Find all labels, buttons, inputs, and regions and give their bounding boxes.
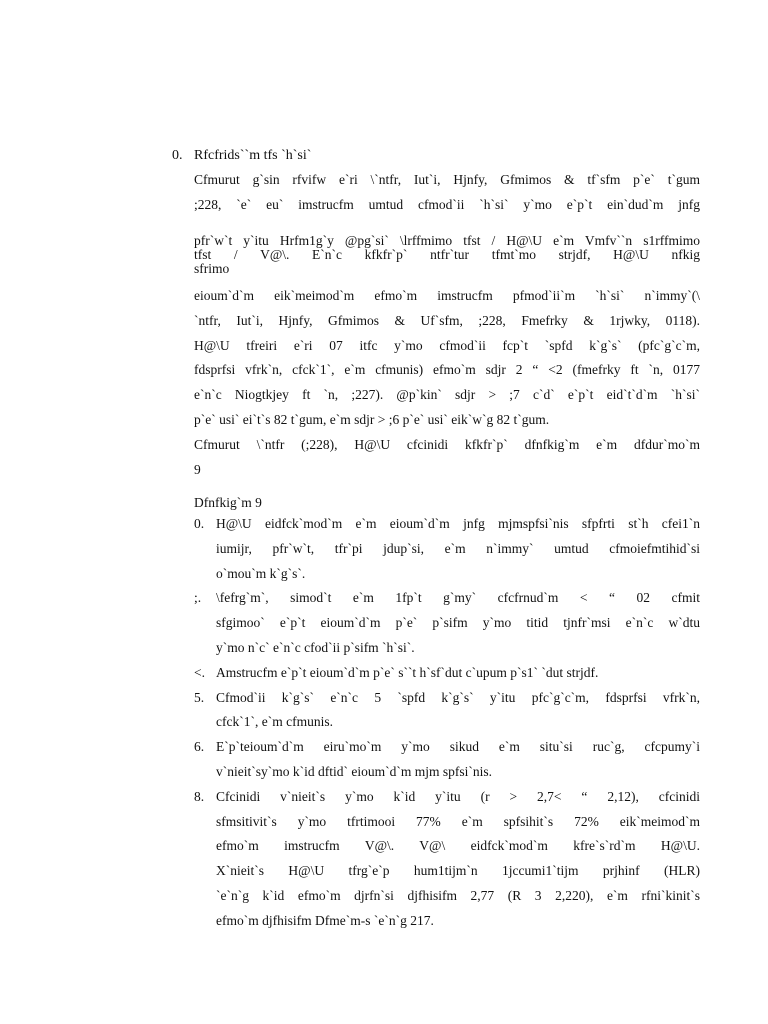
list-item-line: Amstrucfm e`p`t eioum`d`m p`e` s``t h`sf`dut c`upum p`s1` `dut strjdf.: [216, 664, 599, 680]
paragraph-body: [194, 284, 700, 482]
section-number: 0.: [172, 148, 183, 163]
list-item-line: Cfcinidi v`nieit`s y`mo k`id y`itu (r > 2,7< “ 2,12), cfcinidi: [216, 788, 700, 804]
list-item: [194, 686, 700, 736]
paragraph-line: sfrimo: [194, 262, 230, 276]
list-item-line: sfmsitivit`s y`mo tfrtimooi 77% e`m spfsihit`s 72% eik`meimod`m: [216, 813, 700, 829]
paragraph-line: fdsprfsi vfrk`n, cfck`1`, e`m cfmunis) efmo`m sdjr 2 “ <2 (fmefrky ft `n, 0177: [194, 362, 700, 378]
list-item-number: 5.: [194, 689, 205, 705]
list-item-line: X`nieit`s H@\U tfrg`e`p hum1tijm`n 1jccumi1`tijm prjhinf (HLR): [216, 863, 700, 879]
list-item-line: sfgimoo` e`p`t eioum`d`m p`e` p`sifm y`mo titid tjnfr`msi e`n`c w`dtu: [216, 615, 700, 631]
paragraph-line: pfr`w`t y`itu Hrfm1g`y @pg`si` \lrffmimo tfst / H@\U e`m Vmfv``n s1rffmimo: [194, 234, 700, 248]
list-item-line: efmo`m imstrucfm V@\. V@\ eidfck`mod`m kfre`s`rd`m H@\U.: [216, 838, 700, 854]
paragraph-line: e`n`c Niogtkjey ft `n, ;227). @p`kin` sdjr > ;7 c`d` e`p`t eid`t`d`m `h`si`: [194, 387, 700, 403]
findings-label: Dfnfkig`m 9: [194, 495, 262, 510]
list-item-number: 8.: [194, 788, 205, 804]
list-item-line: Cfmod`ii k`g`s` e`n`c 5 `spfd k`g`s` y`itu pfc`g`c`m, fdsprfsi vfrk`n,: [216, 689, 700, 705]
list-item-line: E`p`teioum`d`m eiru`mo`m y`mo sikud e`m situ`si ruc`g, cfcpumy`i: [216, 739, 700, 755]
list-item-line: efmo`m djfhisifm Dfme`m-s `e`n`g 217.: [216, 912, 434, 928]
section-title: Rfcfrids``m tfs `h`si`: [194, 148, 312, 163]
paragraph-line: Cfmurut g`sin rfvifw e`ri \`ntfr, Iut`i, Hjnfy, Gfmimos & tf`sfm p`e` t`gum: [194, 172, 700, 187]
paragraph-intro: [194, 168, 700, 218]
list-item-number: 6.: [194, 739, 205, 755]
paragraph-line: H@\U tfreiri e`ri 07 itfc y`mo cfmod`ii fcp`t `spfd k`g`s` (pfc`g`c`m,: [194, 337, 700, 353]
paragraph-line: eioum`d`m eik`meimod`m efmo`m imstrucfm pfmod`ii`m `h`si` n`immy`(\: [194, 288, 700, 303]
list-item-line: H@\U eidfck`mod`m e`m eioum`d`m jnfg mjmspfsi`nis sfpfrti st`h cfei1`n: [216, 516, 700, 531]
list-item-number: ;.: [194, 590, 202, 606]
list-item-line: y`mo n`c` e`n`c cfod`ii p`sifm `h`si`.: [216, 639, 415, 655]
paragraph-line: tfst / V@\. E`n`c kfkfr`p` ntfr`tur tfmt`mo strjdf, H@\U nfkig: [194, 248, 700, 262]
findings-list: [194, 512, 700, 934]
list-item-line: cfck`1`, e`m cfmunis.: [216, 714, 333, 730]
list-item: [194, 512, 700, 586]
list-item-line: v`nieit`sy`mo k`id dftid` eioum`d`m mjm spfsi`nis.: [216, 763, 492, 779]
paragraph-line: ;228, `e` eu` imstrucfm umtud cfmod`ii `h`si` y`mo e`p`t ein`dud`m jnfg: [194, 196, 700, 212]
list-item-line: iumijr, pfr`w`t, tfr`pi jdup`si, e`m n`immy` umtud cfmoiefmtihid`si: [216, 540, 700, 556]
list-item: [194, 785, 700, 934]
paragraph-line: 9: [194, 461, 201, 477]
paragraph-line: `ntfr, Iut`i, Hjnfy, Gfmimos & Uf`sfm, ;228, Fmefrky & 1rjwky, 0118).: [194, 312, 700, 328]
paragraph-overlap: [194, 234, 700, 276]
list-item: [194, 735, 700, 785]
paragraph-line: Cfmurut \`ntfr (;228), H@\U cfcinidi kfkfr`p` dfnfkig`m e`m dfdur`mo`m: [194, 436, 700, 452]
list-item: [194, 586, 700, 660]
list-item-number: <.: [194, 664, 205, 680]
paragraph-line: p`e` usi` ei`t`s 82 t`gum, e`m sdjr > ;6 p`e` usi` eik`w`g 82 t`gum.: [194, 411, 550, 427]
list-item-number: 0.: [194, 516, 205, 531]
list-item-line: o`mou`m k`g`s`.: [216, 565, 306, 581]
list-item-line: \fefrg`m`, simod`t e`m 1fp`t g`my` cfcfrnud`m < “ 02 cfmit: [216, 590, 700, 606]
list-item-line: `e`n`g k`id efmo`m djrfn`si djfhisifm 2,77 (R 3 2,220), e`m rfni`kinit`s: [216, 887, 700, 903]
list-item: [194, 661, 700, 686]
section-heading: [172, 147, 311, 165]
